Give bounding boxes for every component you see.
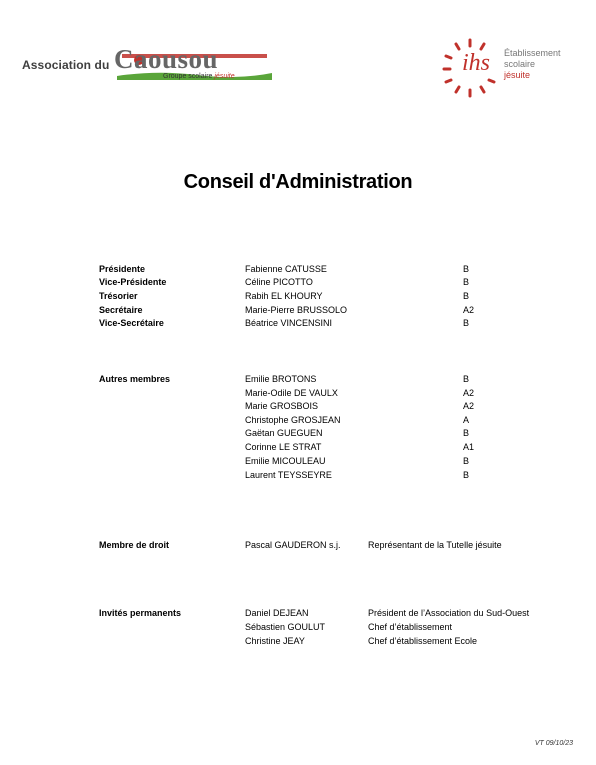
member-name: Emilie MICOULEAU — [245, 456, 326, 466]
member-name: Emilie BROTONS — [245, 374, 317, 384]
ihs-tagline: Établissement scolaire jésuite — [504, 48, 561, 80]
member-code: B — [463, 428, 470, 438]
caousou-tagline: Groupe scolaire jésuite — [163, 73, 235, 80]
member-name: Marie-Pierre BRUSSOLO — [245, 305, 348, 315]
member-code: B — [463, 374, 470, 384]
member-code: A2 — [463, 305, 475, 315]
member-code: B — [463, 318, 470, 328]
section-label-autres-membres: Autres membres — [99, 374, 171, 384]
member-name: Béatrice VINCENSINI — [245, 318, 333, 328]
member-code: A2 — [463, 388, 475, 398]
member-code: B — [463, 291, 470, 301]
caousou-brand: Caousou — [114, 44, 219, 74]
member-code: B — [463, 264, 470, 274]
member-code: B — [463, 277, 470, 287]
role-label: Vice-Présidente — [99, 277, 167, 287]
invite-detail: Président de l’Association du Sud-Ouest — [368, 608, 530, 618]
footer-date: VT 09/10/23 — [534, 740, 573, 747]
member-code: A2 — [463, 401, 475, 411]
ihs-mark: ihs — [462, 50, 491, 76]
member-name: Rabih EL KHOURY — [245, 291, 323, 301]
role-label: Trésorier — [99, 291, 138, 301]
member-code: B — [463, 470, 470, 480]
role-label: Secrétaire — [99, 305, 143, 315]
invite-detail: Chef d’établissement — [368, 622, 453, 632]
association-prefix: Association du — [22, 58, 110, 72]
member-name: Fabienne CATUSSE — [245, 264, 327, 274]
invite-detail: Chef d’établissement Ecole — [368, 636, 478, 646]
member-name: Corinne LE STRAT — [245, 442, 322, 452]
role-label: Présidente — [99, 264, 146, 274]
member-detail: Représentant de la Tutelle jésuite — [368, 540, 502, 550]
member-name: Céline PICOTTO — [245, 277, 313, 287]
section-label-invites: Invités permanents — [99, 608, 182, 618]
member-name: Marie-Odile DE VAULX — [245, 388, 338, 398]
role-label: Vice-Secrétaire — [99, 318, 164, 328]
member-name: Christophe GROSJEAN — [245, 415, 341, 425]
invite-name: Christine JEAY — [245, 636, 305, 646]
page-title: Conseil d'Administration — [183, 171, 413, 193]
member-name: Laurent TEYSSEYRE — [245, 470, 332, 480]
member-name: Pascal GAUDERON s.j. — [245, 540, 341, 550]
caousou-logo — [22, 46, 272, 84]
ihs-logo — [440, 36, 570, 98]
member-name: Gaëtan GUEGUEN — [245, 428, 323, 438]
member-code: A — [463, 415, 470, 425]
member-code: A1 — [463, 442, 475, 452]
member-name: Marie GROSBOIS — [245, 401, 319, 411]
member-code: B — [463, 456, 470, 466]
section-label-membre-de-droit: Membre de droit — [99, 540, 170, 550]
invite-name: Daniel DEJEAN — [245, 608, 309, 618]
invite-name: Sébastien GOULUT — [245, 622, 326, 632]
